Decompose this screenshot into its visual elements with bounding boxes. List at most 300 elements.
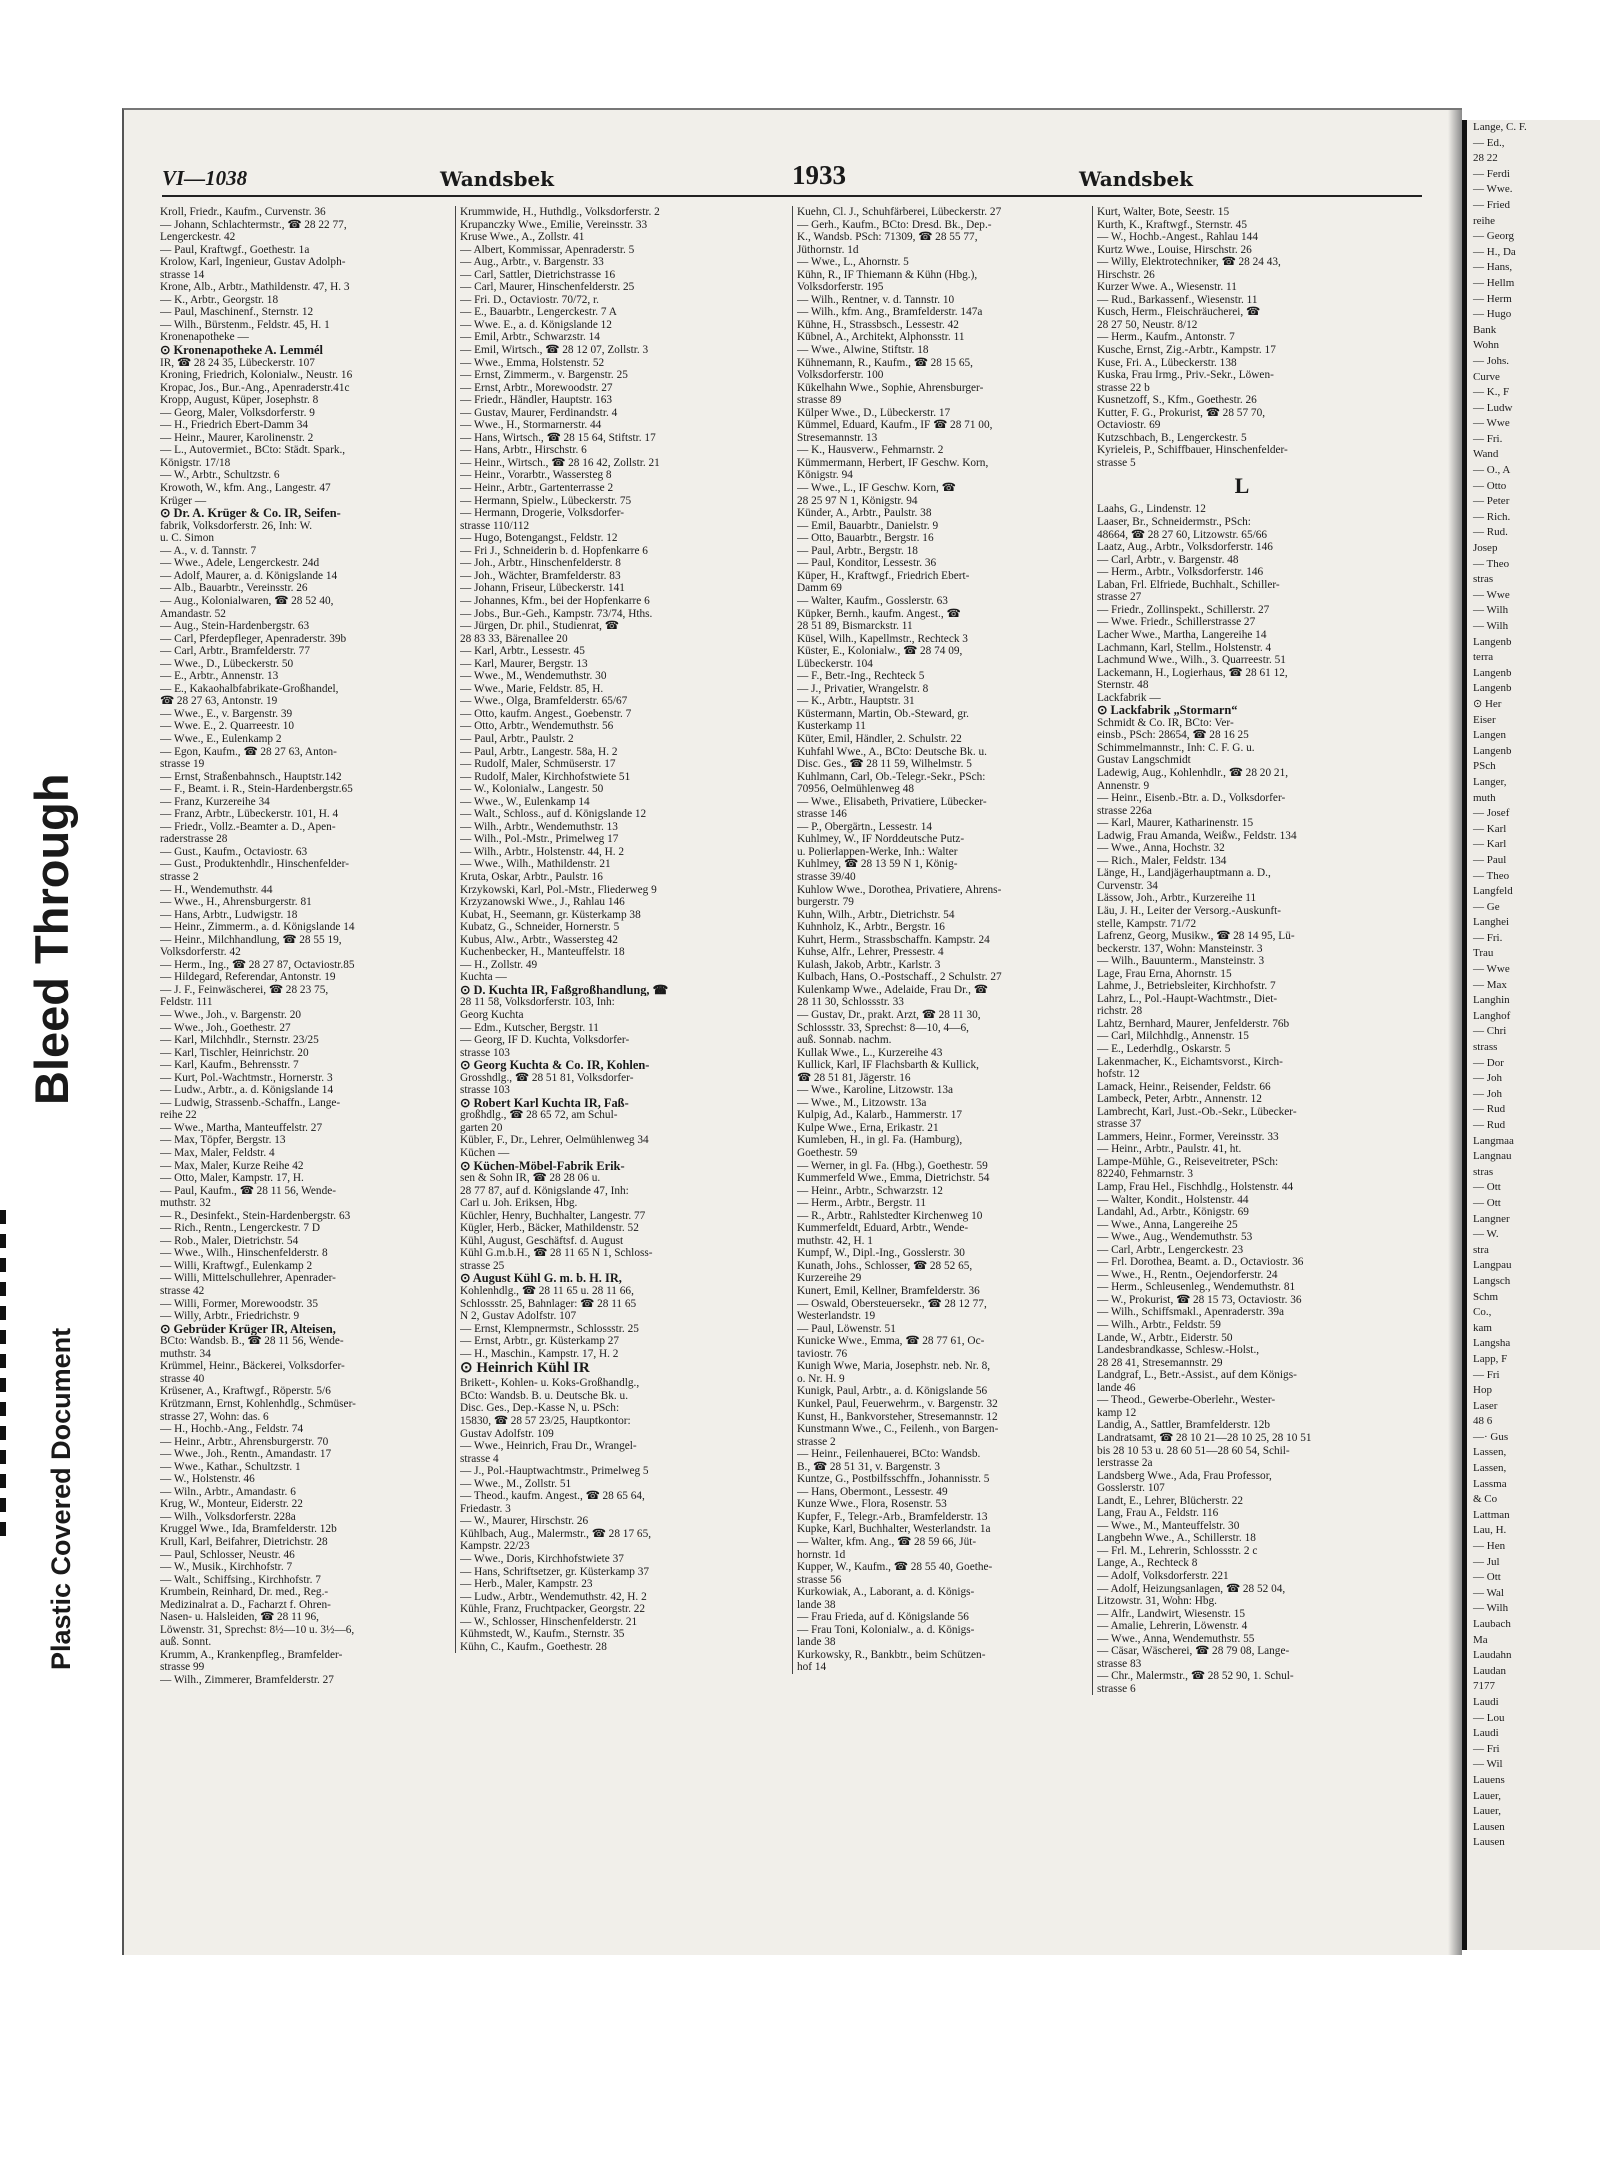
directory-entry: — Ernst, Zimmerm., v. Bargenstr. 25 — [460, 369, 628, 382]
directory-entry: taviostr. 76 — [797, 1347, 848, 1360]
adjacent-page-fragment: Lausen — [1473, 1820, 1505, 1833]
directory-entry: 70956, Oelmühlenweg 48 — [797, 783, 915, 796]
directory-entry: großhdlg., ☎ 28 65 72, am Schul- — [460, 1109, 618, 1122]
directory-entry: Kuhlmey, W., IF Norddeutsche Putz- — [797, 833, 965, 846]
directory-entry: strasse 42 — [160, 1285, 205, 1298]
directory-entry: Lamack, Heinr., Reisender, Feldstr. 66 — [1097, 1080, 1271, 1093]
directory-entry: — K., Arbtr., Georgstr. 18 — [160, 293, 279, 306]
adjacent-page-fragment: ⊙ Her — [1473, 697, 1502, 710]
directory-entry: — Wilh., Arbtr., Feldstr. 59 — [1097, 1319, 1221, 1332]
directory-entry: Krüsener, A., Kraftwgf., Röperstr. 5/6 — [160, 1385, 331, 1398]
directory-entry: — Wwe., Anna, Hochstr. 32 — [1097, 842, 1225, 855]
directory-entry: — Friedr., Händler, Hauptstr. 163 — [460, 394, 613, 407]
adjacent-page-fragment: — Rich. — [1473, 510, 1511, 523]
directory-entry: — W., Holstenstr. 46 — [160, 1473, 255, 1486]
directory-entry: ⊙ Lackfabrik „Stormarn“ — [1097, 704, 1238, 717]
directory-entry: Kurzer Wwe. A., Wiesenstr. 11 — [1097, 281, 1237, 294]
adjacent-page-fragment: — Lou — [1473, 1711, 1505, 1724]
directory-entry: — Wilh., Zimmerer, Bramfelderstr. 27 — [160, 1673, 334, 1686]
adjacent-page-fragment: 48 6 — [1473, 1415, 1493, 1428]
directory-entry: stelle, Kampstr. 71/72 — [1097, 917, 1197, 930]
directory-entry: — Heinr., Arbtr., Gartenterrasse 2 — [460, 482, 614, 495]
directory-entry: Lacher Wwe., Martha, Langereihe 14 — [1097, 628, 1267, 641]
directory-entry: — L., Autovermiet., BCto: Städt. Spark., — [160, 444, 346, 457]
directory-entry: Kurth, K., Kraftwgf., Sternstr. 45 — [1097, 218, 1247, 231]
directory-entry: — Johann, Friseur, Lübeckerstr. 141 — [460, 582, 625, 595]
directory-entry: Friedastr. 3 — [460, 1502, 511, 1515]
directory-entry: — Max, Töpfer, Bergstr. 13 — [160, 1134, 286, 1147]
adjacent-page-fragment: Lattman — [1473, 1508, 1510, 1521]
directory-entry: — J., Pol.-Hauptwachtmstr., Primelweg 5 — [460, 1465, 649, 1478]
directory-entry: — F., Beamt. i. R., Stein-Hardenbergstr.65 — [160, 783, 353, 796]
directory-entry: strasse 37 — [1097, 1118, 1142, 1131]
directory-entry: BCto: Wandsb. B., ☎ 28 11 56, Wende- — [160, 1335, 344, 1348]
directory-entry: — Kurt, Pol.-Wachtmstr., Hornerstr. 3 — [160, 1071, 333, 1084]
adjacent-page-fragment: — Hellm — [1473, 276, 1515, 289]
directory-entry: — Wwe., Anna, Wendemuthstr. 55 — [1097, 1632, 1255, 1645]
directory-entry: Annenstr. 9 — [1097, 779, 1150, 792]
directory-entry: strasse 89 — [797, 394, 842, 407]
directory-entry: — Wilh., Bauunterm., Mansteinstr. 3 — [1097, 955, 1265, 968]
adjacent-page-fragment: — Jul — [1473, 1555, 1500, 1568]
directory-entry: — Gust., Produktenhdlr., Hinschenfelder- — [160, 858, 349, 871]
directory-entry: muthstr. 42, H. 1 — [797, 1234, 873, 1247]
directory-entry: — J., Privatier, Wrangelstr. 8 — [797, 682, 929, 695]
directory-entry: Georg Kuchta — [460, 1009, 524, 1021]
directory-entry: — Franz, Kurzereihe 34 — [160, 795, 270, 808]
directory-entry: Lahtz, Bernhard, Maurer, Jenfelderstr. 76b — [1097, 1017, 1290, 1030]
directory-entry: — Wwe., E., Eulenkamp 2 — [160, 732, 282, 745]
directory-entry: Krumbein, Reinhard, Dr. med., Reg.- — [160, 1586, 329, 1599]
adjacent-page-fragment: strass — [1473, 1041, 1498, 1054]
directory-entry: strasse 103 — [460, 1046, 510, 1059]
directory-entry: — Friedr., Vollz.-Beamter a. D., Apen- — [160, 820, 336, 833]
directory-entry: Curvenstr. 34 — [1097, 879, 1158, 892]
directory-entry: fabrik, Volksdorferstr. 26, Inh: W. — [160, 519, 313, 532]
directory-entry: Kupke, Karl, Buchhalter, Westerlandstr. 1a — [797, 1523, 991, 1536]
directory-entry: — Gust., Kaufm., Octaviostr. 63 — [160, 845, 308, 858]
directory-entry: — Wwe., D., Lübeckerstr. 50 — [160, 657, 294, 670]
directory-entry: Kunst, H., Bankvorsteher, Stresemannstr. 12 — [797, 1410, 998, 1423]
directory-entry: Schlossstr. 33, Sprechst: 8—10, 4—6, — [797, 1021, 969, 1034]
directory-entry: — Wilh., Arbtr., Holstenstr. 44, H. 2 — [460, 845, 625, 858]
directory-entry: ⊙ D. Kuchta IR, Faßgroßhandlung, ☎ — [460, 983, 669, 997]
adjacent-page-fragment: Laudi — [1473, 1727, 1499, 1740]
directory-entry: beckerstr. 137, Wohn: Mansteinstr. 3 — [1097, 942, 1263, 955]
directory-entry: garten 20 — [460, 1121, 503, 1134]
directory-entry: Lübeckerstr. 104 — [797, 657, 873, 670]
directory-entry: — Jobs., Bur.-Geh., Kampstr. 73/74, Hths. — [460, 607, 653, 620]
directory-entry: Krumm, A., Krankenpfleg., Bramfelder- — [160, 1648, 343, 1661]
directory-entry: ⊙ August Kühl G. m. b. H. IR, — [460, 1272, 622, 1286]
directory-entry: — H., Hochb.-Ang., Feldstr. 74 — [160, 1423, 304, 1436]
adjacent-page-fragment: — Wilh — [1473, 1602, 1509, 1615]
directory-entry: Kumleben, H., in gl. Fa. (Hamburg), — [797, 1134, 963, 1147]
directory-entry: Kusterkamp 11 — [797, 720, 866, 733]
adjacent-page-fragment: — Wwe — [1473, 588, 1510, 601]
directory-entry: — Cäsar, Wäscherei, ☎ 28 79 08, Lange- — [1097, 1645, 1290, 1658]
directory-entry: Kuhfahl Wwe., A., BCto: Deutsche Bk. u. — [797, 745, 987, 758]
adjacent-page-fragment: —· Gus — [1473, 1430, 1509, 1443]
directory-entry: Kuhlow Wwe., Dorothea, Privatiere, Ahrens- — [797, 883, 1002, 896]
adjacent-page-fragment: — Fri. — [1473, 432, 1503, 445]
directory-entry: ☎ 28 27 63, Antonstr. 19 — [160, 695, 278, 708]
adjacent-page-fragment: Lauens — [1473, 1773, 1505, 1786]
directory-entry: Gustav Langschmidt — [1097, 754, 1191, 767]
directory-entry: Kroll, Friedr., Kaufm., Curvenstr. 36 — [160, 206, 326, 218]
directory-entry: Lage, Frau Erna, Ahornstr. 15 — [1097, 967, 1232, 980]
directory-entry: — Heinr., Vorarbtr., Wassersteg 8 — [460, 469, 612, 482]
adjacent-page-fragment: — Josef — [1473, 807, 1510, 820]
directory-entry: Künder, A., Arbtr., Paulstr. 38 — [797, 507, 932, 520]
directory-entry: Laaser, Br., Schneidermstr., PSch: — [1097, 516, 1251, 529]
directory-entry: — Ernst, Klempnermstr., Schlossstr. 25 — [460, 1322, 639, 1335]
bleed-through-stamp: Bleed Through — [25, 773, 78, 1105]
directory-entry: — Carl, Arbtr., Bramfelderstr. 77 — [160, 645, 310, 658]
directory-entry: Kunicke Wwe., Emma, ☎ 28 77 61, Oc- — [797, 1335, 985, 1348]
adjacent-page-fragment: — Herm — [1473, 292, 1512, 305]
directory-entry: — Ludw., Arbtr., Wendemuthstr. 42, H. 2 — [460, 1590, 647, 1603]
directory-entry: ⊙ Dr. A. Krüger & Co. IR, Seifen- — [160, 507, 341, 520]
directory-entry: 28 51 89, Bismarckstr. 11 — [797, 620, 913, 633]
directory-entry: Lachmund Wwe., Wilh., 3. Quarreestr. 51 — [1097, 654, 1286, 667]
adjacent-page-fragment: Langenb — [1473, 744, 1512, 757]
directory-entry: o. Nr. H. 9 — [797, 1372, 845, 1385]
directory-entry: — E., Kakaohalbfabrikate-Großhandel, — [160, 682, 339, 695]
directory-entry: strasse 40 — [160, 1372, 205, 1385]
directory-entry: Schmidt & Co. IR, BCto: Ver- — [1097, 716, 1234, 729]
directory-entry: Kuhrt, Herm., Strassbschaffn. Kampstr. 24 — [797, 933, 990, 946]
directory-entry: Kruse Wwe., A., Zollstr. 41 — [460, 231, 585, 244]
directory-entry: — Walter, Kaufm., Gosslerstr. 63 — [797, 594, 948, 607]
directory-entry: Kühn, C., Kaufm., Goethestr. 28 — [460, 1640, 607, 1653]
directory-entry: strasse 2 — [160, 870, 199, 883]
adjacent-page-fragment: — Fri — [1473, 1368, 1500, 1381]
directory-entry: Schimmelmannstr., Inh: C. F. G. u. — [1097, 741, 1255, 754]
directory-entry: — W., Musik., Kirchhofstr. 7 — [160, 1561, 293, 1574]
directory-entry: — Wwe., M., Wendemuthstr. 30 — [460, 670, 607, 683]
directory-entry: strasse 19 — [160, 758, 205, 771]
adjacent-page-fragment: Lassen, — [1473, 1462, 1507, 1475]
directory-entry: Kubatz, G., Schneider, Hornerstr. 5 — [460, 921, 620, 934]
adjacent-page-fragment: Langhin — [1473, 994, 1510, 1007]
directory-column-4 — [1092, 206, 1387, 1695]
directory-entry: — Aug., Stein-Hardenbergstr. 63 — [160, 620, 310, 633]
directory-entry: Medizinalrat a. D., Facharzt f. Ohren- — [160, 1598, 331, 1611]
directory-entry: — Carl, Arbtr., Lengerckestr. 23 — [1097, 1243, 1244, 1256]
directory-entry: Küsel, Wilh., Kapellmstr., Rechteck 3 — [797, 632, 968, 645]
directory-entry: strasse 56 — [797, 1573, 842, 1586]
directory-entry: — Wwe., Aug., Wendemuthstr. 53 — [1097, 1231, 1253, 1244]
directory-entry: ⊙ Kronenapotheke A. Lemmél — [160, 344, 323, 357]
directory-entry: — Emil, Bauarbtr., Danielstr. 9 — [797, 519, 939, 532]
directory-entry: Landratsamt, ☎ 28 10 21—28 10 25, 28 10 51 — [1097, 1431, 1312, 1444]
directory-entry: u. C. Simon — [160, 532, 214, 545]
adjacent-page-fragment: Langsch — [1473, 1274, 1511, 1287]
directory-entry: — Herm., Arbtr., Volksdorferstr. 146 — [1097, 566, 1264, 579]
directory-entry: Laatz, Aug., Arbtr., Volksdorferstr. 146 — [1097, 541, 1273, 554]
directory-entry: Octaviostr. 69 — [1097, 419, 1161, 432]
directory-entry: lande 38 — [797, 1636, 836, 1649]
directory-entry: — Rudolf, Maler, Schmüserstr. 17 — [460, 758, 616, 771]
directory-entry: Kroning, Friedrich, Kolonialw., Neustr. 16 — [160, 369, 353, 382]
directory-entry: ⊙ Robert Karl Kuchta IR, Faß- — [460, 1096, 629, 1110]
directory-entry: lande 38 — [797, 1598, 836, 1611]
adjacent-page-fragment: — Georg — [1473, 230, 1515, 243]
directory-entry: 28 77 87, auf d. Königslande 47, Inh: — [460, 1184, 629, 1197]
directory-entry: — Gerh., Kaufm., BCto: Dresd. Bk., Dep.- — [797, 218, 992, 231]
adjacent-page-fragment: Lange, C. F. — [1473, 121, 1527, 133]
directory-entry: Kuhlmann, Carl, Ob.-Telegr.-Sekr., PSch: — [797, 770, 986, 783]
directory-entry: N 2, Gustav Adolfstr. 107 — [460, 1310, 577, 1323]
directory-entry: — Albert, Kommissar, Apenraderstr. 5 — [460, 243, 635, 256]
directory-entry: — Rich., Rentn., Lengerckestr. 7 D — [160, 1222, 321, 1235]
directory-entry: — W., Schlosser, Hinschenfelderstr. 21 — [460, 1615, 638, 1628]
adjacent-page-fragment: — Wilh — [1473, 620, 1509, 632]
adjacent-page-fragment: — Hen — [1473, 1540, 1506, 1553]
directory-entry: Schlossstr. 25, Bahnlager: ☎ 28 11 65 — [460, 1297, 637, 1310]
directory-entry: strasse 22 b — [1097, 381, 1150, 394]
directory-entry: 15830, ☎ 28 57 23/25, Hauptkontor: — [460, 1414, 631, 1427]
directory-entry: — Rich., Maler, Feldstr. 134 — [1097, 854, 1227, 867]
directory-entry: — Walt., Schiffsing., Kirchhofstr. 7 — [160, 1573, 321, 1586]
directory-entry: Lambrecht, Karl, Just.-Ob.-Sekr., Lübecker- — [1097, 1105, 1297, 1118]
directory-entry: — Paul, Konditor, Lessestr. 36 — [797, 557, 937, 570]
directory-entry: lande 46 — [1097, 1381, 1136, 1394]
directory-entry: Krone, Alb., Arbtr., Mathildenstr. 47, H. 3 — [160, 281, 350, 294]
directory-entry: Landsberg Wwe., Ada, Frau Professor, — [1097, 1469, 1272, 1482]
directory-entry: Gosslerstr. 107 — [1097, 1482, 1165, 1495]
directory-entry: Königstr. 94 — [797, 469, 853, 482]
directory-entry: Kuhse, Alfr., Lehrer, Pressestr. 4 — [797, 946, 944, 959]
directory-entry: B., ☎ 28 51 31, v. Bargenstr. 3 — [797, 1460, 941, 1473]
directory-entry: Läu, J. H., Leiter der Versorg.-Auskunft- — [1097, 904, 1282, 917]
directory-entry: — Ludw., Arbtr., a. d. Königslande 14 — [160, 1084, 334, 1097]
adjacent-page-fragment: — Karl — [1473, 822, 1507, 835]
directory-entry: Kubus, Alw., Arbtr., Wassersteg 42 — [460, 933, 618, 946]
directory-entry: — Otto, Bauarbtr., Bergstr. 16 — [797, 532, 934, 545]
directory-entry: — Heinr., Maurer, Karolinenstr. 2 — [160, 431, 314, 444]
directory-entry: — Wwe. E., 2. Quarreestr. 10 — [160, 720, 295, 733]
directory-entry: Küchler, Henry, Buchhalter, Langestr. 77 — [460, 1209, 646, 1222]
directory-entry: Kunert, Emil, Kellner, Bramfelderstr. 36 — [797, 1285, 980, 1298]
adjacent-page-fragment: — Theo — [1473, 557, 1510, 570]
adjacent-page-fragment: — Ed., — [1473, 136, 1505, 149]
directory-entry: u. Polierlappen-Werke, Inh.: Walter — [797, 845, 958, 858]
directory-entry: Kunkel, Paul, Feuerwehrm., v. Bargenstr. 32 — [797, 1397, 998, 1410]
year-title: 1933 — [792, 160, 846, 190]
directory-entry: Kuchta — — [460, 971, 507, 984]
directory-entry: Litzowstr. 31, Wohn: Hbg. — [1097, 1595, 1218, 1608]
directory-entry: — Frau Frieda, auf d. Königslande 56 — [797, 1611, 969, 1624]
directory-entry: Kühl, August, Geschäftsf. d. August — [460, 1234, 624, 1247]
directory-column-3 — [792, 206, 1083, 1674]
directory-entry: — Hans, Obermont., Lessestr. 49 — [797, 1485, 948, 1498]
directory-entry: Krzykowski, Karl, Pol.-Mstr., Fliederweg 9 — [460, 883, 657, 896]
directory-entry: einsb., PSch: 28654, ☎ 28 16 25 — [1097, 729, 1249, 742]
directory-entry: Kuntze, G., Postbilfsschffn., Johannisstr. 5 — [797, 1473, 990, 1486]
adjacent-page-fragment: muth — [1473, 791, 1496, 804]
directory-entry: — Wwe. Friedr., Schillerstrasse 27 — [1097, 616, 1256, 629]
directory-entry: ⊙ Gebrüder Krüger IR, Alteisen, — [160, 1322, 336, 1336]
directory-entry: strasse 2 — [797, 1435, 836, 1448]
adjacent-page-fragment: Laudahn — [1473, 1649, 1512, 1662]
directory-entry: — Jürgen, Dr. phil., Studienrat, ☎ — [460, 620, 619, 633]
directory-entry: Amandastr. 52 — [160, 607, 226, 620]
directory-entry: — Wwe., H., Ahrensburgerstr. 81 — [160, 896, 312, 909]
plastic-covered-stamp: Plastic Covered Document — [46, 1327, 76, 1670]
directory-entry: L — [1234, 473, 1250, 499]
directory-entry: — Wwe. E., a. d. Königslande 12 — [460, 318, 612, 331]
directory-entry: Volksdorferstr. 42 — [160, 946, 241, 959]
directory-entry: Kuhn, Wilh., Arbtr., Dietrichstr. 54 — [797, 908, 955, 921]
directory-entry: Kurkowiak, A., Laborant, a. d. Königs- — [797, 1586, 975, 1599]
directory-entry: K., Wandsb. PSch: 71309, ☎ 28 55 77, — [797, 231, 978, 244]
directory-entry: — Karl, Milchhdlr., Sternstr. 23/25 — [160, 1034, 319, 1047]
directory-entry: strasse 83 — [1097, 1657, 1142, 1670]
directory-entry: Königstr. 17/18 — [160, 456, 231, 469]
directory-entry: Grosshdlg., ☎ 28 51 81, Volksdorfer- — [460, 1071, 634, 1084]
directory-entry: Küper, H., Kraftwgf., Friedrich Ebert- — [797, 569, 970, 582]
directory-entry: — Aug., Kolonialwaren, ☎ 28 52 40, — [160, 594, 334, 607]
directory-entry: Kübler, F., Dr., Lehrer, Oelmühlenweg 34 — [460, 1134, 649, 1147]
directory-entry: — Willi, Kraftwgf., Eulenkamp 2 — [160, 1259, 313, 1272]
directory-entry: Lampe-Mühle, G., Reiseveitreter, PSch: — [1097, 1155, 1279, 1168]
directory-entry: — Carl, Arbtr., v. Bargenstr. 48 — [1097, 553, 1239, 566]
directory-entry: Kurt, Walter, Bote, Seestr. 15 — [1097, 206, 1230, 218]
directory-entry: Krummwide, H., Huthdlg., Volksdorferstr. 2 — [460, 206, 660, 218]
adjacent-page-fragment: — Otto — [1473, 479, 1507, 492]
directory-entry: Kummerfeldt, Eduard, Arbtr., Wende- — [797, 1222, 969, 1235]
directory-entry: — Edm., Kutscher, Bergstr. 11 — [460, 1021, 599, 1034]
directory-entry: Laban, Frl. Elfriede, Buchhalt., Schiller- — [1097, 578, 1280, 591]
directory-entry: Krüger — — [160, 494, 207, 507]
adjacent-page-fragment: Ma — [1473, 1633, 1488, 1646]
directory-entry: — Wilh., Rentner, v. d. Tannstr. 10 — [797, 293, 955, 306]
directory-entry: ⊙ Georg Kuchta & Co. IR, Kohlen- — [460, 1059, 650, 1072]
directory-entry: Küstermann, Martin, Ob.-Steward, gr. — [797, 707, 969, 720]
directory-entry: — Hans, Arbtr., Hirschstr. 6 — [460, 444, 587, 457]
adjacent-page-fragment: — Rud — [1473, 1103, 1506, 1116]
directory-entry: — Karl, Kaufm., Behrensstr. 7 — [160, 1059, 299, 1072]
directory-entry: 28 25 97 N 1, Königstr. 94 — [797, 494, 918, 507]
adjacent-page-fragment: — H., Da — [1473, 245, 1516, 258]
adjacent-page-fragment: — Ott — [1473, 1181, 1501, 1194]
directory-entry: Kusche, Ernst, Zig.-Arbtr., Kampstr. 17 — [1097, 344, 1276, 357]
directory-entry: 48664, ☎ 28 27 60, Litzowstr. 65/66 — [1097, 528, 1268, 541]
directory-entry: auß. Sonnt. — [160, 1636, 212, 1649]
directory-entry: — Max, Maler, Kurze Reihe 42 — [160, 1159, 304, 1172]
directory-entry: — Karl, Arbtr., Lessestr. 45 — [460, 645, 585, 658]
directory-entry: — Aug., Arbtr., v. Bargenstr. 33 — [460, 256, 604, 269]
directory-entry: strasse 6 — [1097, 1682, 1136, 1695]
directory-entry: — Carl, Pferdepfleger, Apenraderstr. 39b — [160, 632, 347, 645]
directory-entry: Kusch, Herm., Fleischräucherei, ☎ — [1097, 306, 1261, 319]
directory-entry: — Walter, kfm. Ang., ☎ 28 59 66, Jüt- — [797, 1535, 977, 1548]
directory-entry: Kunigh Wwe, Maria, Josephstr. neb. Nr. 8, — [797, 1360, 991, 1373]
directory-entry: Kubat, H., Seemann, gr. Küsterkamp 38 — [460, 908, 641, 921]
directory-entry: Kurzereihe 29 — [797, 1272, 862, 1285]
directory-entry: — Johannes, Kfm., bei der Hopfenkarre 6 — [460, 594, 650, 607]
directory-entry: Kunigk, Paul, Arbtr., a. d. Königslande 56 — [797, 1385, 988, 1398]
directory-entry: Kurtz Wwe., Louise, Hirschstr. 26 — [1097, 243, 1252, 256]
directory-entry: kamp 12 — [1097, 1406, 1137, 1419]
directory-entry: Krzyzanowski Wwe., J., Rahlau 146 — [460, 896, 625, 909]
directory-entry: — E., Bauarbtr., Lengerckestr. 7 A — [460, 306, 617, 319]
directory-entry: — Georg, IF D. Kuchta, Volksdorfer- — [460, 1034, 630, 1047]
adjacent-page-fragment: Langmaa — [1473, 1134, 1514, 1147]
directory-entry: — Wwe., Wilh., Hinschenfelderstr. 8 — [160, 1247, 328, 1260]
directory-entry: Krümmel, Heinr., Bäckerei, Volksdorfer- — [160, 1360, 345, 1373]
directory-entry: — Wwe., Heinrich, Frau Dr., Wrangel- — [460, 1440, 637, 1453]
directory-entry: Külper Wwe., D., Lübeckerstr. 17 — [797, 406, 951, 419]
directory-entry: auß. Sonnab. nachm. — [797, 1034, 892, 1047]
directory-entry: — Fri. D., Octaviostr. 70/72, r. — [460, 293, 600, 306]
directory-entry: Kutzschbach, B., Lengerckestr. 5 — [1097, 431, 1247, 444]
directory-entry: Nasen- u. Halsleiden, ☎ 28 11 96, — [160, 1611, 319, 1624]
directory-entry: — Carl, Milchhdlg., Annenstr. 15 — [1097, 1030, 1249, 1043]
directory-entry: — Wilh., Bürstenm., Feldstr. 45, H. 1 — [160, 318, 330, 331]
directory-entry: strasse 146 — [797, 808, 847, 821]
directory-entry: Krupanczky Wwe., Emilie, Vereinsstr. 33 — [460, 218, 648, 231]
directory-entry: strasse 39/40 — [797, 870, 856, 883]
directory-entry: Kunze Wwe., Flora, Rosenstr. 53 — [797, 1498, 947, 1511]
directory-entry: Lange, A., Rechteck 8 — [1097, 1557, 1198, 1570]
directory-entry: — Frl. M., Lehrerin, Schlossstr. 2 c — [1097, 1544, 1258, 1557]
adjacent-page-fragment: — Chri — [1473, 1025, 1507, 1038]
adjacent-page-fragment: Laubach — [1473, 1618, 1511, 1630]
adjacent-page-fragment: Lauer, — [1473, 1805, 1501, 1818]
adjacent-page-fragment: Bank — [1473, 323, 1497, 336]
directory-entry: IR, ☎ 28 24 35, Lübeckerstr. 107 — [160, 356, 315, 369]
directory-entry: — Adolf, Volksdorferstr. 221 — [1097, 1569, 1229, 1582]
directory-entry: — Frl. Dorothea, Beamt. a. D., Octaviostr. 36 — [1097, 1256, 1304, 1269]
directory-entry: — Heinr., Wirtsch., ☎ 28 16 42, Zollstr. 21 — [460, 456, 660, 469]
directory-entry: — Herm., Arbtr., Bergstr. 11 — [797, 1197, 926, 1210]
directory-entry: — Joh., Arbtr., Hinschenfelderstr. 8 — [460, 557, 621, 570]
directory-entry: Kutter, F. G., Prokurist, ☎ 28 57 70, — [1097, 406, 1266, 419]
directory-entry: — Paul, Löwenstr. 51 — [797, 1322, 896, 1335]
directory-entry: Lackemann, H., Logierhaus, ☎ 28 61 12, — [1097, 666, 1288, 679]
city-title-right: Wandsbek — [1079, 167, 1194, 191]
directory-entry: — Walter, Kondit., Holstenstr. 44 — [1097, 1193, 1249, 1206]
directory-entry: Kühlbach, Aug., Malermstr., ☎ 28 17 65, — [460, 1527, 652, 1540]
directory-entry: raderstrasse 28 — [160, 833, 228, 846]
directory-entry: Lafrenz, Georg, Musikw., ☎ 28 14 95, Lü- — [1097, 930, 1295, 943]
adjacent-page-fragment: — Wal — [1473, 1586, 1504, 1599]
adjacent-page-fragment: Lapp, F — [1473, 1352, 1508, 1365]
directory-entry: — Ernst, Arbtr., Morewoodstr. 27 — [460, 381, 613, 394]
directory-entry: — Otto, Maler, Kampstr. 17, H. — [160, 1172, 304, 1185]
adjacent-page-fragment: Wand — [1473, 448, 1499, 461]
directory-entry: — W., Kolonialw., Langestr. 50 — [460, 783, 604, 796]
directory-entry: — W., Arbtr., Schultzstr. 6 — [160, 469, 280, 482]
directory-entry: — Frau Toni, Kolonialw., a. d. Königs- — [797, 1623, 975, 1636]
directory-entry: — Wwe., M., Manteuffelstr. 30 — [1097, 1519, 1240, 1532]
adjacent-page-fragment: — Karl — [1473, 838, 1507, 851]
directory-entry: Kuse, Fri. A., Lübeckerstr. 138 — [1097, 356, 1237, 369]
directory-entry: — Gustav, Maurer, Ferdinandstr. 4 — [460, 406, 618, 419]
directory-entry: Kruta, Oskar, Arbtr., Paulstr. 16 — [460, 870, 603, 883]
directory-entry: Kühnemann, R., Kaufm., ☎ 28 15 65, — [797, 356, 973, 369]
directory-entry: — Ernst, Straßenbahnsch., Hauptstr.142 — [160, 770, 342, 783]
directory-entry: — Hans, Wirtsch., ☎ 28 15 64, Stiftstr. 17 — [460, 431, 656, 444]
directory-entry: — Wwe., Joh., v. Bargenstr. 20 — [160, 1009, 301, 1021]
directory-entry: — Wwe., M., Litzowstr. 13a — [797, 1096, 927, 1109]
directory-entry: Kohlenhdlg., ☎ 28 11 65 u. 28 11 66, — [460, 1285, 634, 1298]
directory-entry: — Hans, Schriftsetzer, gr. Küsterkamp 37 — [460, 1565, 650, 1578]
directory-entry: — Alb., Bauarbtr., Vereinsstr. 26 — [160, 582, 308, 595]
